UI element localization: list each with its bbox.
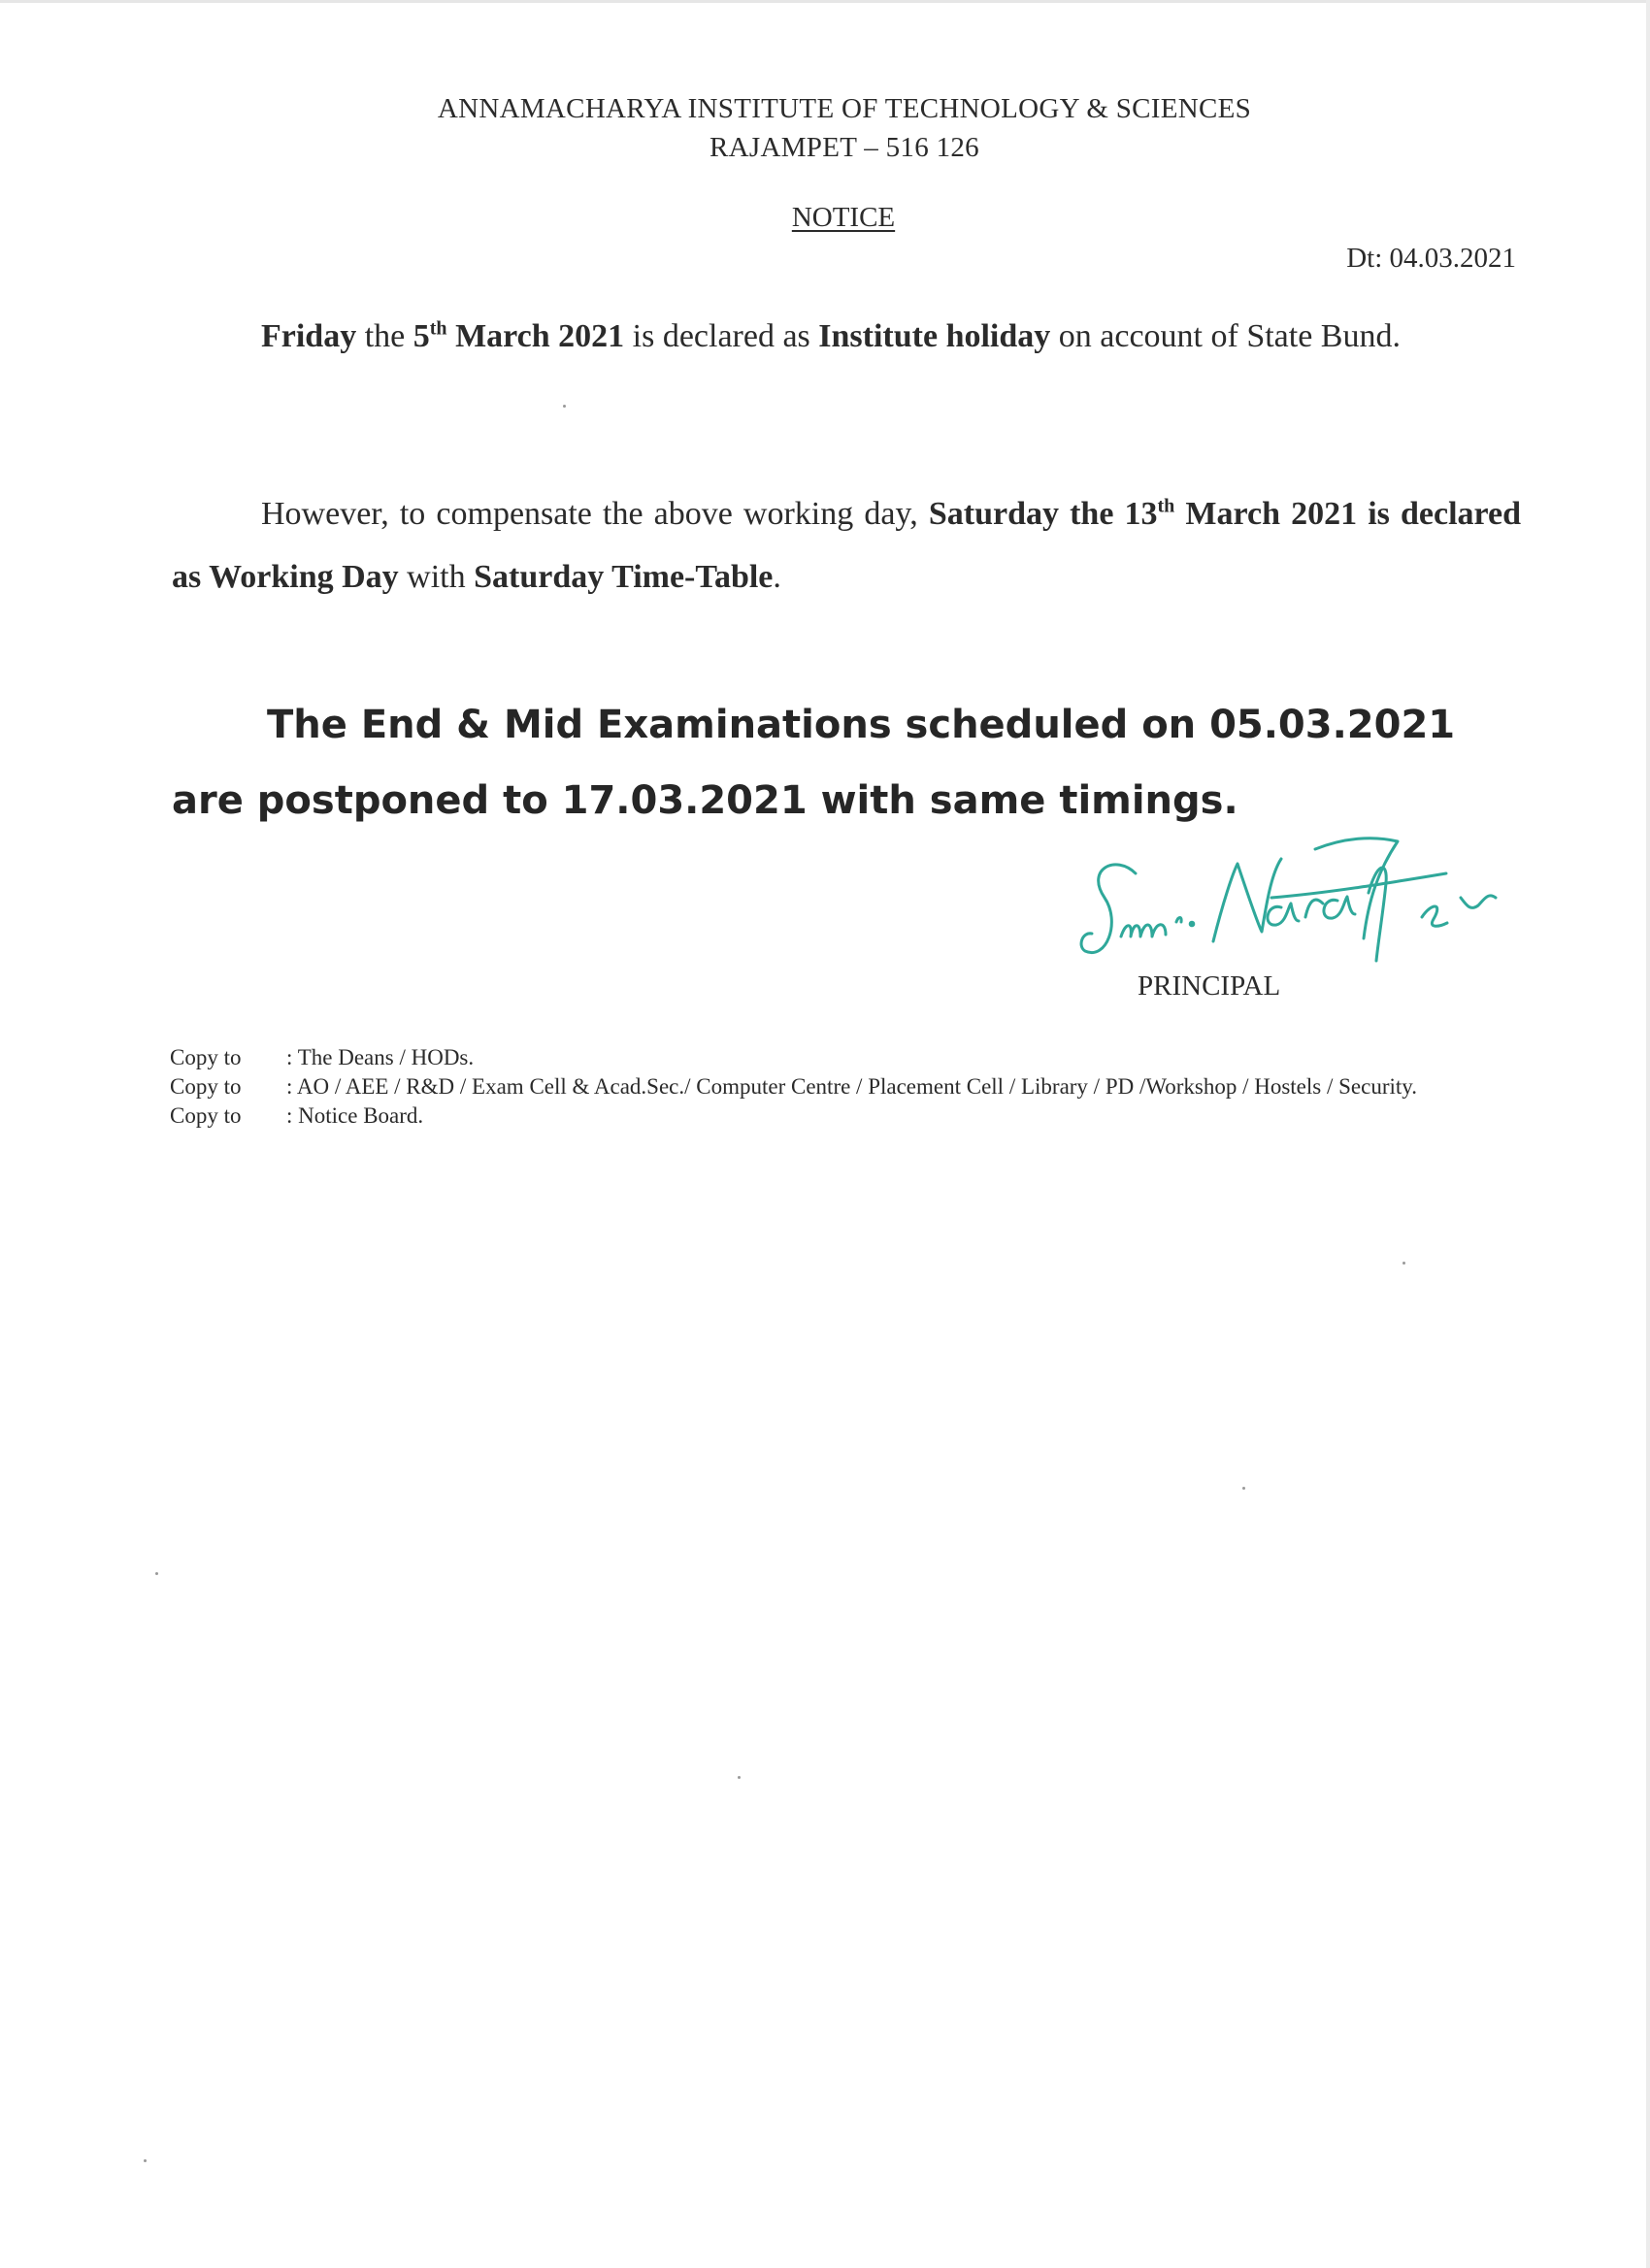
copy-row-notice-board: [170, 1101, 1417, 1131]
exam-notice-line-2: are postponed to 17.03.2021 with same timings.: [172, 778, 1238, 823]
notice-date: Dt: 04.03.2021: [1346, 243, 1516, 274]
copy-recipients: : AO / AEE / R&D / Exam Cell & Acad.Sec./ Computer Centre / Placement Cell / Library / PD /Workshop / Hostels / Security.: [286, 1074, 1418, 1099]
exam-notice-line-1: The End & Mid Examinations scheduled on 05.03.2021: [267, 703, 1456, 747]
signatory-title: PRINCIPAL: [1138, 970, 1281, 1002]
holiday-month-year: March 2021: [455, 318, 625, 354]
exam-postponement-notice: [172, 687, 1526, 838]
scan-speck: [155, 1572, 158, 1575]
holiday-date-number: 5: [412, 318, 430, 354]
holiday-declared-text: is declared as: [632, 318, 810, 354]
copy-to-list: [170, 1043, 1417, 1131]
copy-recipients: : Notice Board.: [286, 1103, 424, 1128]
holiday-reason: on account of State Bund.: [1058, 318, 1401, 354]
copy-label: Copy to: [170, 1103, 242, 1128]
holiday-paragraph: [172, 305, 1521, 368]
scan-speck: [563, 405, 566, 408]
letterhead: [0, 89, 1650, 167]
working-day-date-suffix: th: [1157, 495, 1175, 517]
copy-label: Copy to: [170, 1074, 242, 1099]
copy-recipients: : The Deans / HODs.: [286, 1045, 475, 1069]
holiday-the: the: [364, 318, 406, 354]
scan-edge-top: [0, 0, 1650, 3]
working-day-period: .: [773, 559, 781, 595]
scan-speck: [738, 1776, 741, 1779]
copy-row-departments: [170, 1072, 1417, 1101]
scan-edge-right: [1646, 0, 1650, 2268]
principal-signature: [1077, 825, 1553, 970]
notice-title: NOTICE: [791, 202, 896, 233]
scan-speck: [144, 2159, 147, 2162]
institution-address: RAJAMPET – 516 126: [710, 132, 979, 163]
working-day-month-year: March 2021: [1185, 496, 1358, 532]
working-day-intro: However, to compensate the above working day,: [261, 496, 918, 532]
working-day-date: Saturday the 13: [928, 496, 1158, 532]
copy-row-deans: [170, 1043, 1417, 1072]
copy-label: Copy to: [170, 1045, 242, 1069]
holiday-day: Friday: [261, 318, 357, 354]
working-day-timetable: Saturday Time-Table: [474, 559, 774, 595]
holiday-date-suffix: th: [429, 317, 447, 340]
working-day-declared: is declared as Working Day: [172, 496, 1521, 595]
scan-speck: [1402, 1262, 1405, 1265]
institution-name: ANNAMACHARYA INSTITUTE OF TECHNOLOGY & SCIENCES: [437, 93, 1252, 124]
working-day-paragraph: [172, 482, 1521, 608]
working-day-with: with: [407, 559, 466, 595]
holiday-type: Institute holiday: [818, 318, 1051, 354]
scan-speck: [1242, 1487, 1245, 1490]
